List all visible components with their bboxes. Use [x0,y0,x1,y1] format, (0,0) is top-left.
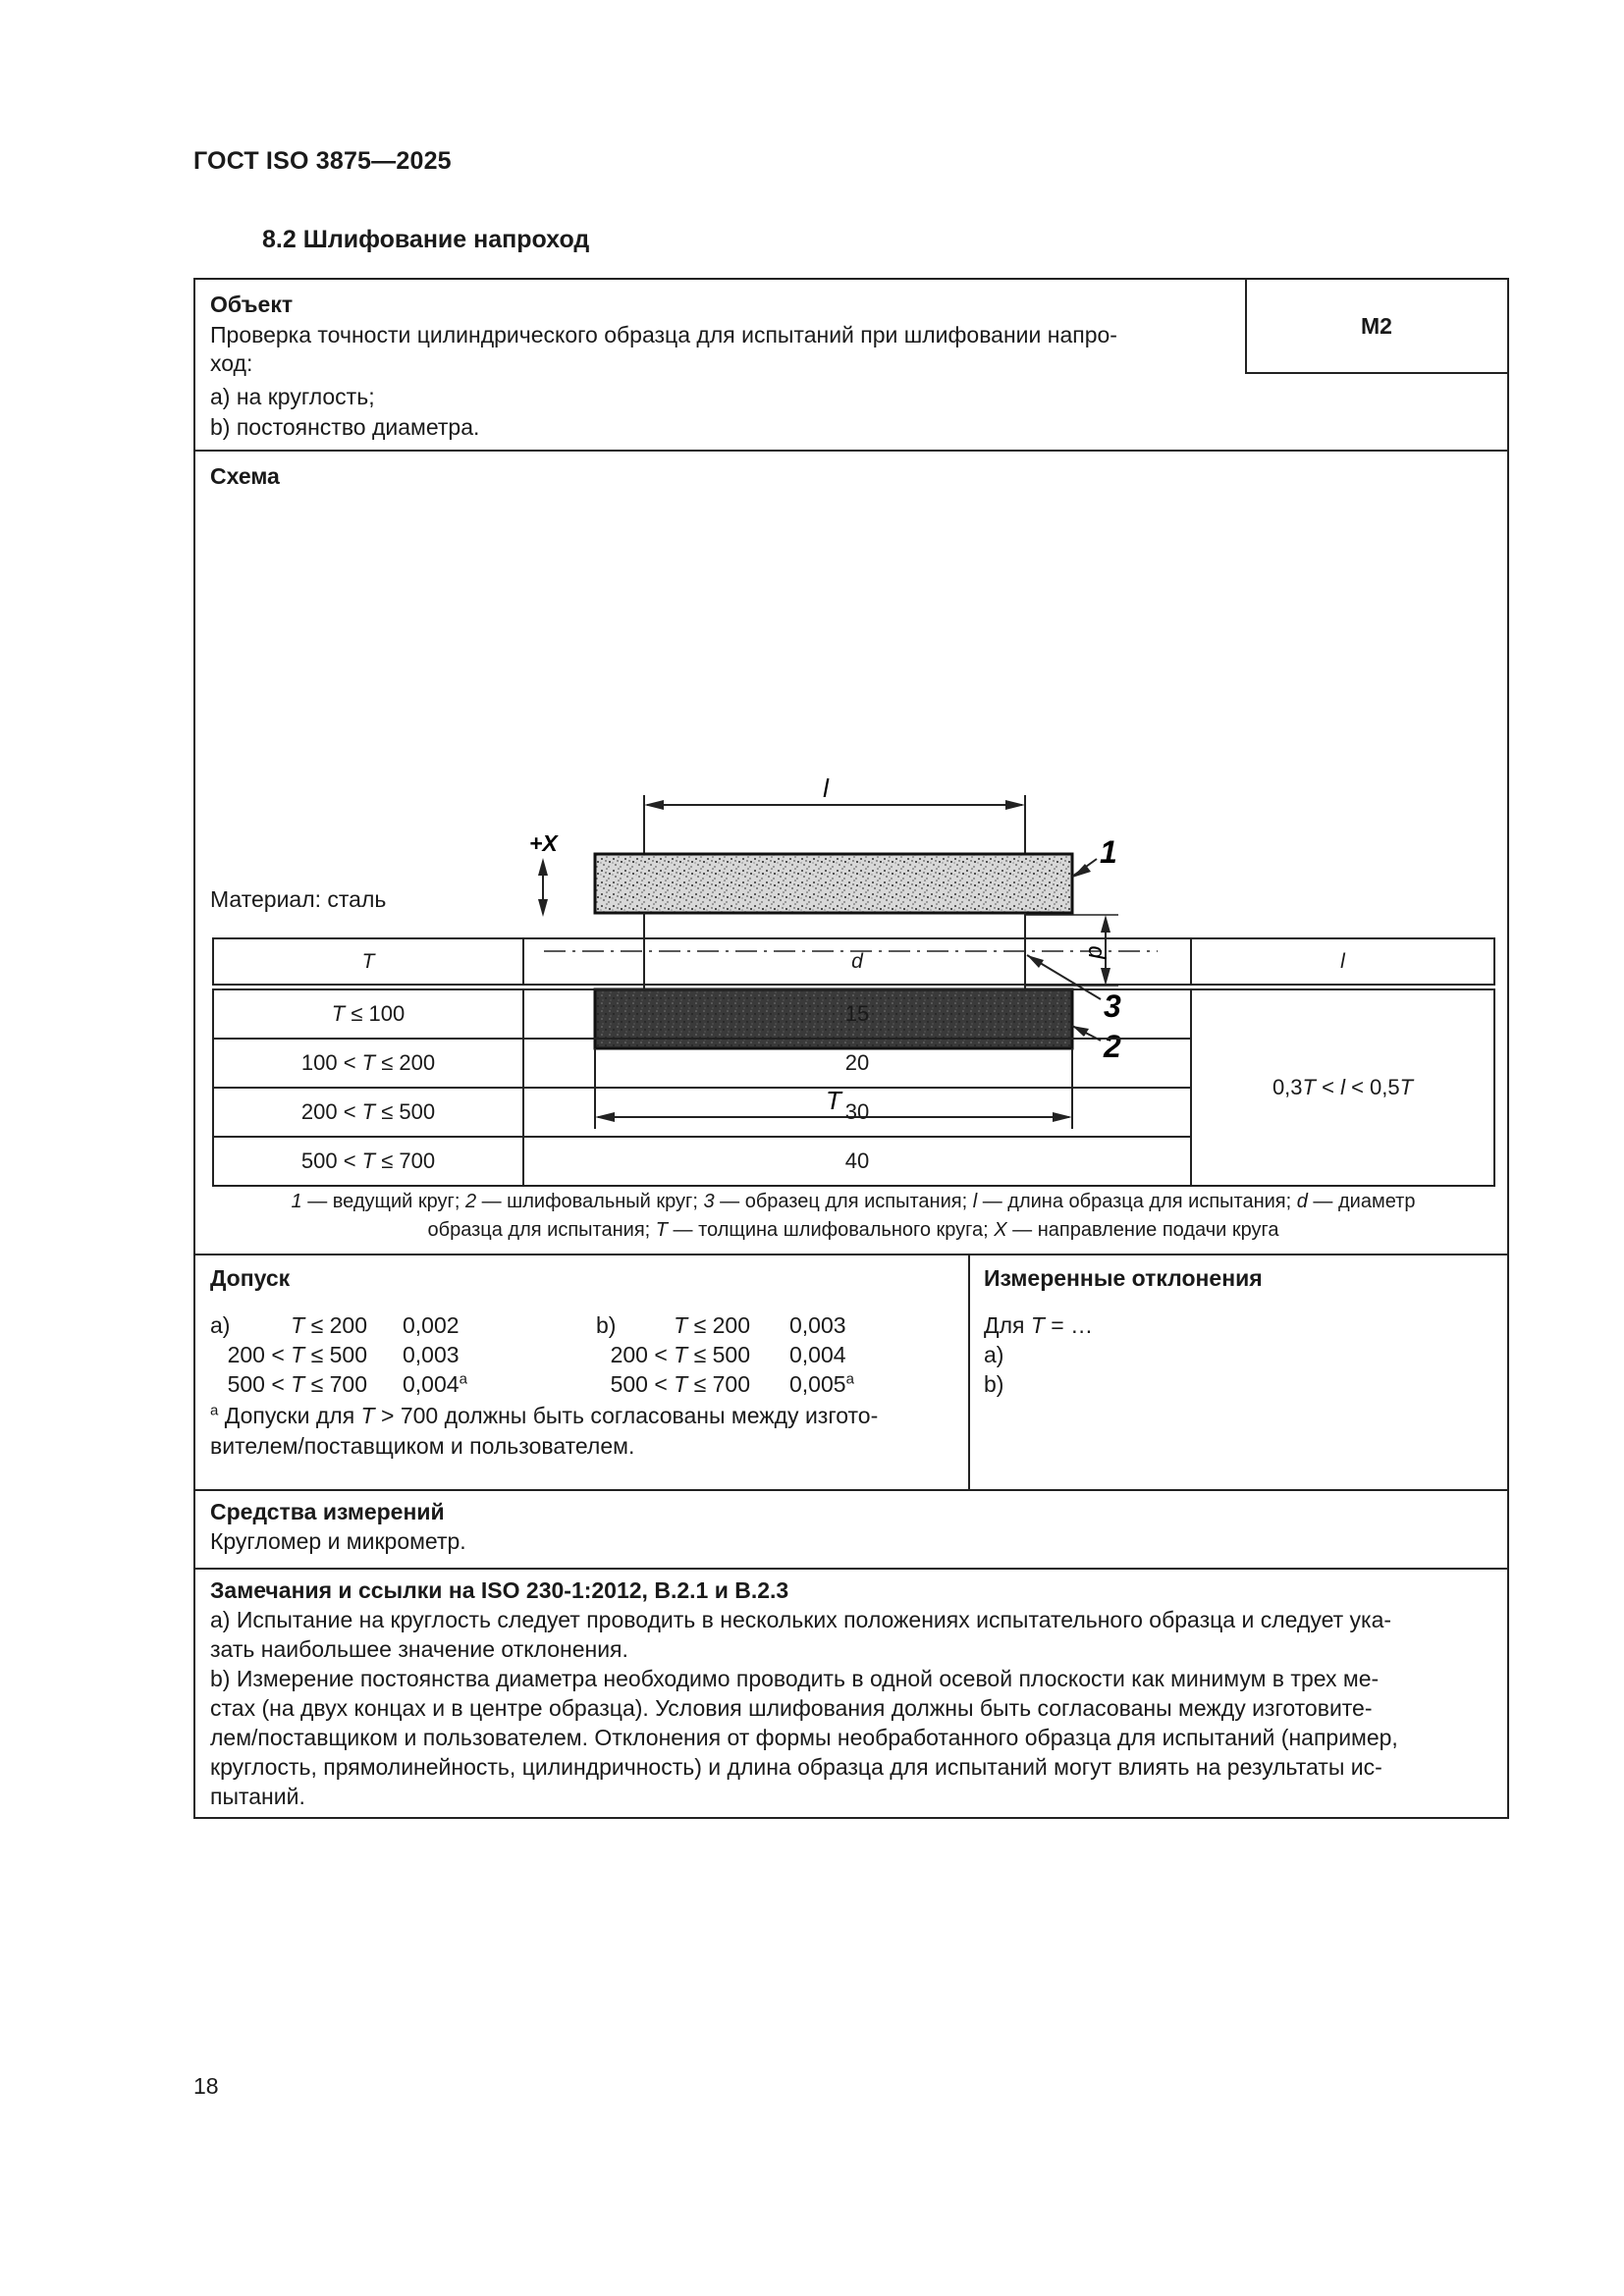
caption-text: образца для испытания; [427,1219,656,1241]
divider-tolerance [195,1489,1507,1491]
caption-text: — шлифовальный круг; [476,1191,704,1212]
label-l: l [823,774,829,803]
caption-text: — толщина шлифовального круга; [667,1219,995,1241]
caption-text: — диаметр [1307,1191,1416,1212]
caption-symbol: d [1296,1191,1308,1212]
arrow-icon [1005,800,1025,810]
document-header: ГОСТ ISO 3875—2025 [193,147,452,175]
tolerance-value: 0,004 [789,1342,846,1367]
caption-symbol: 3 [703,1191,715,1212]
divider-instruments [195,1568,1507,1570]
caption-symbol: X [994,1219,1007,1241]
instruments-title: Средства измерений [210,1499,445,1524]
table-row: 200 < T ≤ 500 30 [213,1088,1494,1137]
tolerance-divider [968,1254,970,1489]
arrow-icon [644,800,664,810]
divider-scheme [195,1254,1507,1255]
instruments-text: Кругломер и микрометр. [210,1528,466,1554]
tolerance-footnote-line-1: $^a$ Допуски для T > 700 должны быть согласованы между изгото- [210,1402,879,1428]
tolerance-value: 0,003 [403,1342,460,1367]
tolerance-value: 0,002 [403,1312,460,1338]
remarks-line: круглость, прямолинейность, цилиндричность) и длина образца для испытаний могут влиять на результаты ис- [210,1754,1382,1780]
material-text: Материал: сталь [210,886,387,912]
table-row: T ≤ 100 15 0,3T < l < 0,5T [213,989,1494,1039]
measured-a: a) [984,1342,1004,1367]
arrow-up-icon [538,858,548,876]
measured-b: b) [984,1371,1004,1397]
label-d: d [1083,945,1110,959]
caption-text: — ведущий круг; [301,1191,465,1212]
legend-caption-line-1 [215,1188,1491,1216]
label-3: 3 [1104,988,1121,1024]
object-item-b: b) постоянство диаметра. [210,414,480,440]
remarks-title: Замечания и ссылки на ISO 230-1:2012, B.2.1 и B.2.3 [210,1577,789,1603]
tolerance-value: 0,003 [789,1312,846,1338]
remarks-line: пытаний. [210,1784,305,1809]
divider-object [195,450,1507,452]
remarks-line: зать наибольшее значение отклонения. [210,1636,628,1662]
arrow-down-icon [538,899,548,917]
section-title: 8.2 Шлифование напроход [262,226,590,253]
dimensions-table [212,937,1495,1187]
arrow-icon [1101,915,1110,933]
col-header-l: l [1191,938,1494,985]
object-title: Объект [210,292,294,317]
label-t: T [826,1086,841,1115]
test-code: M2 [1361,313,1392,339]
caption-symbol: 2 [464,1191,477,1212]
caption-text: — образец для испытания; [714,1191,973,1212]
object-line-2: ход: [210,350,253,376]
object-line-1: Проверка точности цилиндрического образца для испытаний при шлифовании напро- [210,322,1117,347]
d-value: 40 [523,1137,1191,1186]
col-header-d: d [523,938,1191,985]
test-sheet-frame: Объект Проверка точности цилиндрического образца для испытаний при шлифовании напро- ход: a) на круглость; b) постоянство диаметра. M2 Схема l +X d 1 3 2 T Материал: сталь T d l T ≤ 100 15 0,3T < l < 0,5T 100 < T ≤ 200 20 200 < T ≤ 500 30 500 < T ≤ 700 40 1 — ведущий круг; 2 — шлифовальный круг; 3 — образец для испытания; l — длина образца для испытания; d — диаметр образца для испытания; T — толщина шлифовального круга; X — направление подачи круга Допуск a) T ≤ 200 0,002 200 < T ≤ 500 0,003 500 < T ≤ 700 0,004$^a$ b) T ≤ 200 0,003 200 < T ≤ 500 0,004 500 < T ≤ 700 0,005$^a$ $^a$ Допуски для T > 700 должны быть согласованы между изгото- вителем/поставщиком и пользователем. Измеренные отклонения Для T = … a) b) Средства измерений Кругломер и микрометр. Замечания и ссылки на ISO 230-1:2012, B.2.1 и B.2.3 a) Испытание на круглость следует проводить в нескольких положениях испытательного образца и следует ука- зать наибольшее значение отклонения. b) Измерение постоянства диаметра необходимо проводить в одной осевой плоскости как минимум в трех ме- стах (на двух концах и в центре образца). Условия шлифования должны быть согласованы между изготовите- лем/поставщиком и пользователем. Отклонения от формы необработанного образца для испытаний (например, круглость, прямолинейность, цилиндричность) и длина образца для испытаний могут влиять на результаты ис- пытаний. [193,278,1509,1819]
tolerance-value: 0,005$^a$ [789,1370,854,1397]
code-bottom-line [1245,372,1507,374]
caption-text: — длина образца для испытания; [977,1191,1297,1212]
label-1: 1 [1100,834,1117,870]
d-value: 30 [523,1088,1191,1137]
label-2: 2 [1104,1029,1121,1064]
caption-symbol: l [972,1191,978,1212]
d-value: 20 [523,1039,1191,1088]
caption-symbol: T [655,1219,668,1241]
tolerance-b-label: b) [596,1312,617,1338]
tolerance-title: Допуск [210,1265,291,1291]
remarks-line: лем/поставщиком и пользователем. Отклонения от формы необработанного образца для испытаний (например, [210,1725,1398,1750]
remarks-line: a) Испытание на круглость следует проводить в нескольких положениях испытательного образца и следует ука- [210,1607,1392,1632]
measured-title: Измеренные отклонения [984,1265,1263,1291]
table-row: 100 < T ≤ 200 20 [213,1039,1494,1088]
d-value: 15 [523,989,1191,1039]
tolerance-value: 0,004$^a$ [403,1370,467,1397]
scheme-title: Схема [210,463,280,489]
tolerance-a-label: a) [210,1312,231,1338]
col-header-t: T [213,938,523,985]
tolerance-footnote-line-2: вителем/поставщиком и пользователем. [210,1433,635,1459]
object-item-a: a) на круглость; [210,384,375,409]
l-range-value: 0,3T < l < 0,5T [1191,989,1494,1186]
remarks-line: b) Измерение постоянства диаметра необходимо проводить в одной осевой плоскости как минимум в трех ме- [210,1666,1380,1691]
table-row: 500 < T ≤ 700 40 [213,1137,1494,1186]
page-number: 18 [193,2073,219,2099]
legend-caption-line-2 [215,1216,1491,1245]
caption-text: — направление подачи круга [1006,1219,1279,1241]
regulating-wheel [595,854,1072,913]
measured-for-t: Для T = … [984,1312,1094,1338]
label-x: +X [529,830,558,856]
caption-symbol: 1 [291,1191,302,1212]
remarks-line: стах (на двух концах и в центре образца). Условия шлифования должны быть согласованы между изготовите- [210,1695,1373,1721]
